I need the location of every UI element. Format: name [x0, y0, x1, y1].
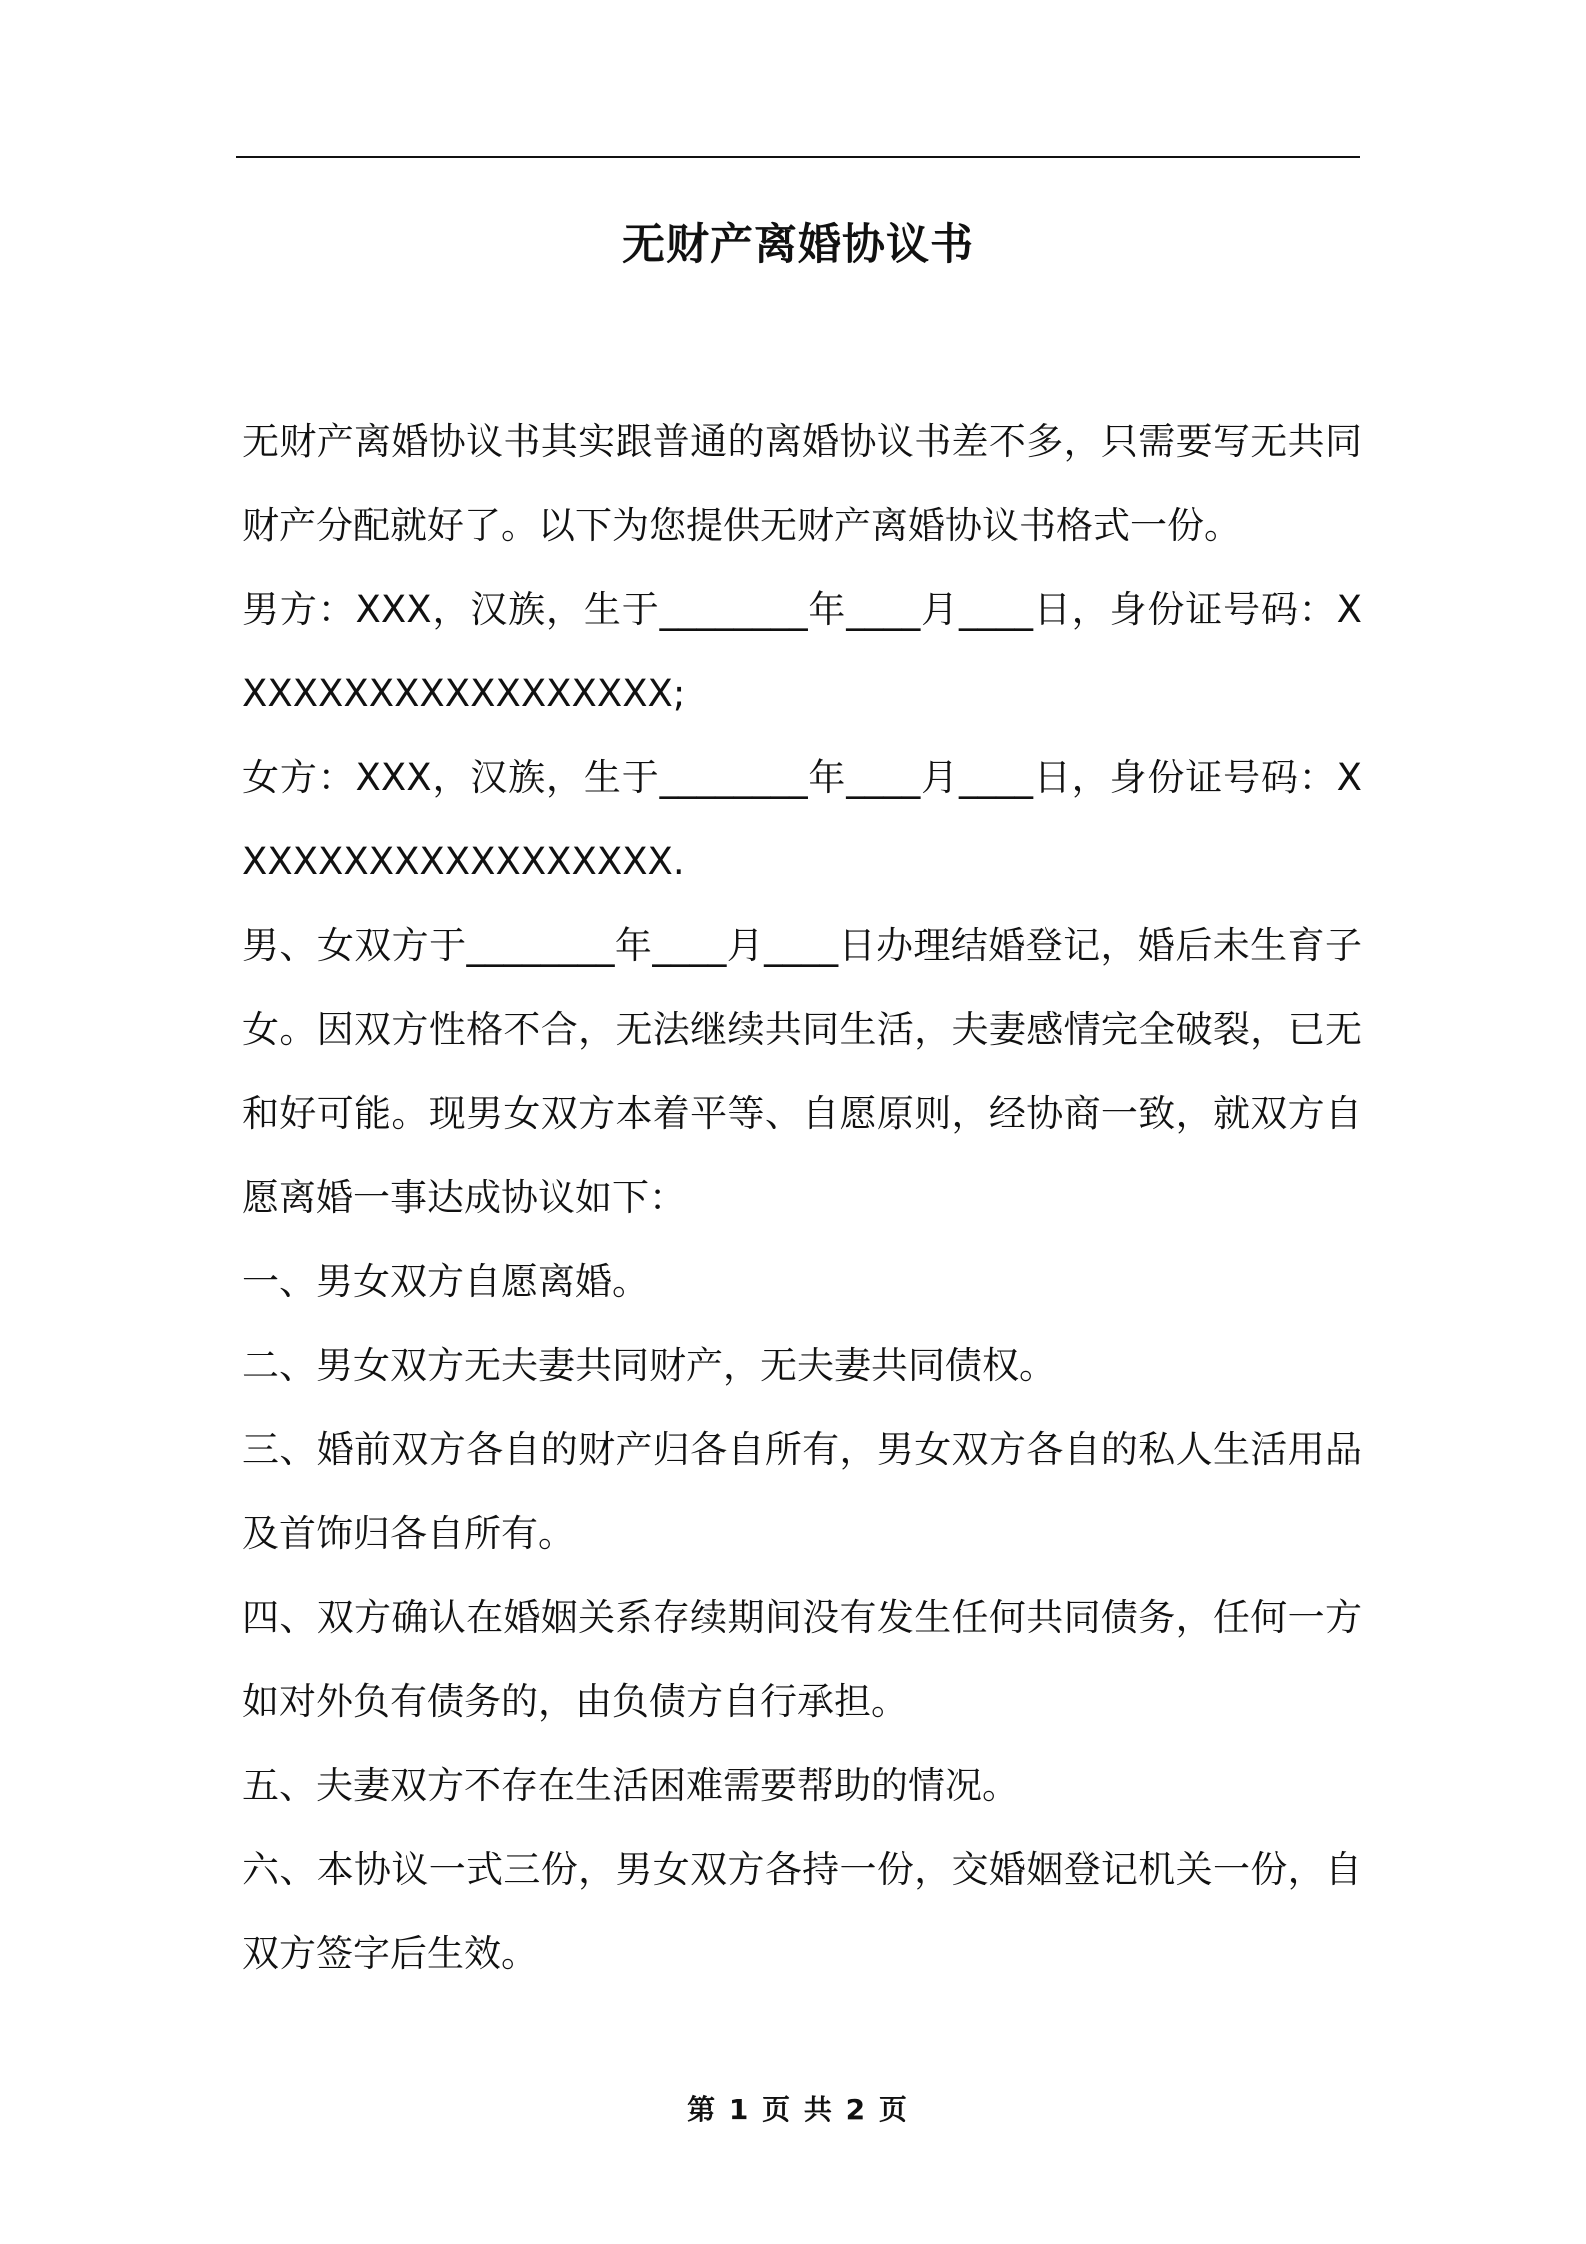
marriage-statement-paragraph: 男、女双方于________年____月____日办理结婚登记，婚后未生育子女。因双方性格不合，无法继续共同生活，夫妻感情完全破裂，已无和好可能。现男女双方本着平等、自愿原则，经协商一致，就双方自愿离婚一事达成协议如下：: [242, 924, 1362, 1219]
clause-4: 四、双方确认在婚姻关系存续期间没有发生任何共同债务，任何一方如对外负有债务的，由负债方自行承担。: [242, 1596, 1362, 1723]
document-title: 无财产离婚协议书: [622, 220, 974, 270]
clause-6: 六、本协议一式三份，男女双方各持一份，交婚姻登记机关一份，自双方签字后生效。: [242, 1848, 1362, 1975]
clause-2: 二、男女双方无夫妻共同财产，无夫妻共同债权。: [242, 1344, 1056, 1387]
document-body: [242, 400, 1362, 1996]
page-number-footer: 第 1 页 共 2 页: [687, 2093, 909, 2126]
clause-3: 三、婚前双方各自的财产归各自所有，男女双方各自的私人生活用品及首饰归各自所有。: [242, 1428, 1362, 1555]
husband-info-paragraph: 男方：XXX，汉族，生于________年____月____日，身份证号码：XXXXXXXXXXXXXXXXXX;: [242, 588, 1362, 715]
clause-1: 一、男女双方自愿离婚。: [242, 1260, 649, 1303]
intro-paragraph: 无财产离婚协议书其实跟普通的离婚协议书差不多，只需要写无共同财产分配就好了。以下为您提供无财产离婚协议书格式一份。: [242, 420, 1362, 547]
clause-5: 五、夫妻双方不存在生活困难需要帮助的情况。: [242, 1764, 1019, 1807]
header-rule: [236, 156, 1360, 158]
wife-info-paragraph: 女方：XXX，汉族，生于________年____月____日，身份证号码：XXXXXXXXXXXXXXXXXX.: [242, 756, 1362, 883]
